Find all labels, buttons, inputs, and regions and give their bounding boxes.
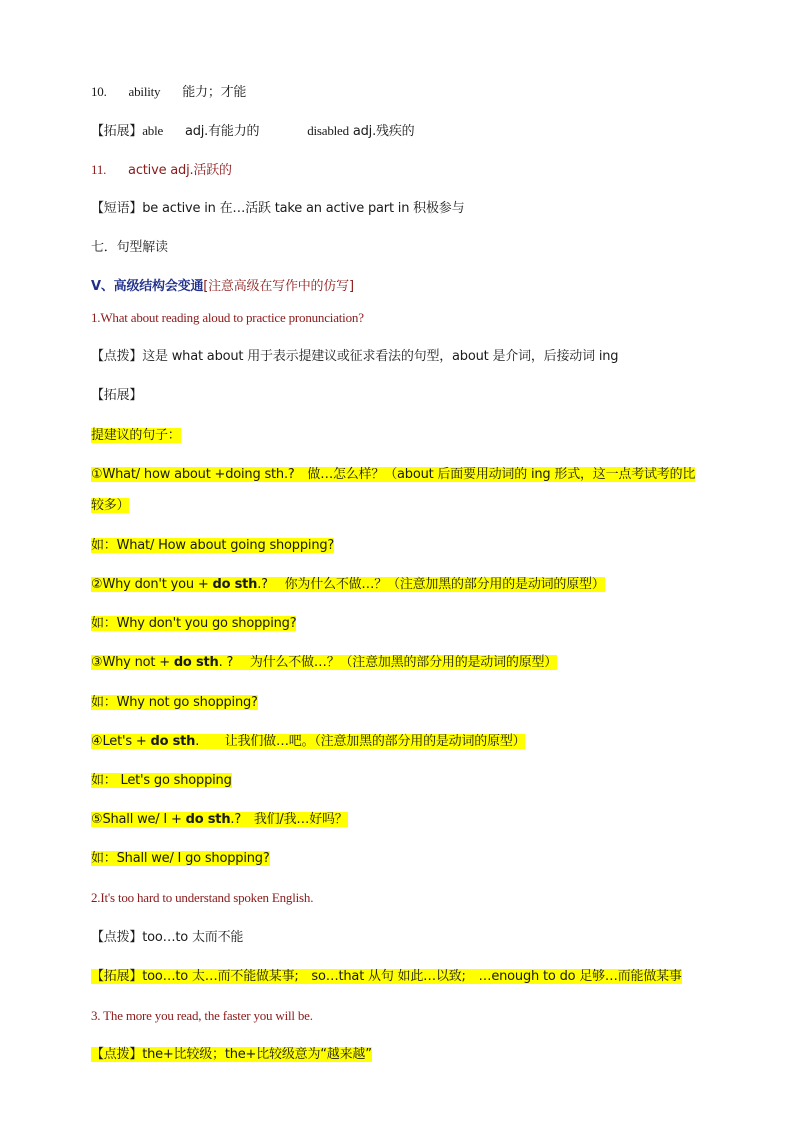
pattern-1-text-cont: 较多） bbox=[91, 498, 130, 513]
pattern-4-pre: ④Let's + bbox=[91, 734, 151, 749]
suggestion-title-text: 提建议的句子： bbox=[91, 428, 181, 443]
extension-tag: 【拓展】 bbox=[91, 124, 143, 139]
example-text: 如：Why don't you go shopping? bbox=[91, 616, 297, 631]
tip-2 bbox=[91, 928, 243, 948]
ext-word-disabled: disabled bbox=[307, 123, 349, 138]
extension-2-text: 【拓展】too…to 太…而不能做某事; so…that 从句 如此…以致; …enough to do 足够…而能做某事 bbox=[91, 969, 682, 984]
pattern-4-example bbox=[91, 771, 232, 791]
pattern-5 bbox=[91, 810, 348, 830]
section-heading-7: 七．句型解读 bbox=[91, 240, 168, 255]
example-text: 如：What/ How about going shopping? bbox=[91, 538, 335, 553]
pattern-1-cont bbox=[91, 496, 129, 516]
sentence-2: 2.It's too hard to understand spoken English. bbox=[91, 890, 314, 905]
pattern-1-text: ①What/ how about +doing sth.? 做…怎么样？（about 后面要用动词的 ing 形式，这一点考试考的比 bbox=[91, 467, 696, 482]
pattern-3-example bbox=[91, 693, 258, 713]
pattern-2-post: .? 你为什么不做…？（注意加黑的部分用的是动词的原型） bbox=[257, 577, 605, 592]
tip-tag: 【点拨】 bbox=[91, 930, 143, 945]
tip-text: too…to 太而不能 bbox=[142, 930, 244, 945]
extension-1: 【拓展】 bbox=[91, 388, 143, 403]
tip-tag: 【点拨】 bbox=[91, 349, 143, 364]
sentence-3: 3. The more you read, the faster you will be. bbox=[91, 1008, 313, 1023]
pattern-5-bold: do sth bbox=[185, 812, 231, 827]
example-text: 如：Why not go shopping? bbox=[91, 695, 258, 710]
section-heading-v bbox=[91, 277, 354, 297]
pattern-5-example bbox=[91, 849, 270, 869]
pattern-3-pre: ③Why not + bbox=[91, 655, 174, 670]
sentence-1: 1.What about reading aloud to practice pronunciation? bbox=[91, 310, 364, 325]
pattern-2-bold: do sth bbox=[212, 577, 258, 592]
tip-text: 这是 what about 用于表示提建议或征求看法的句型，about 是介词，后接动词 ing bbox=[142, 349, 619, 364]
pattern-2-example bbox=[91, 614, 296, 634]
pattern-3 bbox=[91, 653, 557, 673]
ext-meaning-able: adj.有能力的 bbox=[184, 124, 260, 139]
pattern-1-example bbox=[91, 536, 334, 556]
extension-10 bbox=[91, 121, 414, 142]
example-text: 如： Let's go shopping bbox=[91, 773, 232, 788]
ext-meaning-disabled: adj.残疾的 bbox=[352, 124, 415, 139]
tip-3-text: 【点拨】the+比较级；the+比较级意为“越来越” bbox=[91, 1047, 372, 1062]
vocab-word: ability bbox=[128, 84, 161, 99]
suggestion-title bbox=[91, 426, 181, 446]
phrase-text: be active in 在…活跃 take an active part in 积极参与 bbox=[142, 201, 465, 216]
vocab-item-10 bbox=[91, 82, 246, 103]
pattern-5-pre: ⑤Shall we/ I + bbox=[91, 812, 186, 827]
ext-word-able: able bbox=[142, 123, 164, 138]
pattern-3-bold: do sth bbox=[173, 655, 219, 670]
pattern-5-post: .? 我们/我…好吗？ bbox=[230, 812, 348, 827]
section-v-note: [注意高级在写作中的仿写] bbox=[203, 279, 354, 294]
pattern-4 bbox=[91, 732, 525, 752]
vocab-meaning: 能力；才能 bbox=[182, 85, 247, 100]
pattern-4-bold: do sth bbox=[150, 734, 196, 749]
section-v-title: V、高级结构会变通 bbox=[91, 279, 204, 294]
pattern-1 bbox=[91, 465, 695, 485]
phrase-11 bbox=[91, 199, 464, 219]
pattern-2 bbox=[91, 575, 605, 595]
phrase-tag: 【短语】 bbox=[91, 201, 143, 216]
item-number: 10. bbox=[91, 84, 107, 99]
vocab-item-11 bbox=[91, 160, 232, 181]
tip-3 bbox=[91, 1045, 372, 1065]
example-text: 如：Shall we/ I go shopping? bbox=[91, 851, 270, 866]
pattern-2-pre: ②Why don't you + bbox=[91, 577, 213, 592]
extension-2 bbox=[91, 967, 682, 987]
tip-1 bbox=[91, 347, 618, 367]
vocab-entry: active adj.活跃的 bbox=[128, 163, 232, 178]
item-number: 11. bbox=[91, 162, 107, 177]
pattern-3-post: . ? 为什么不做…？（注意加黑的部分用的是动词的原型） bbox=[218, 655, 558, 670]
pattern-4-post: . 让我们做…吧。（注意加黑的部分用的是动词的原型） bbox=[195, 734, 526, 749]
